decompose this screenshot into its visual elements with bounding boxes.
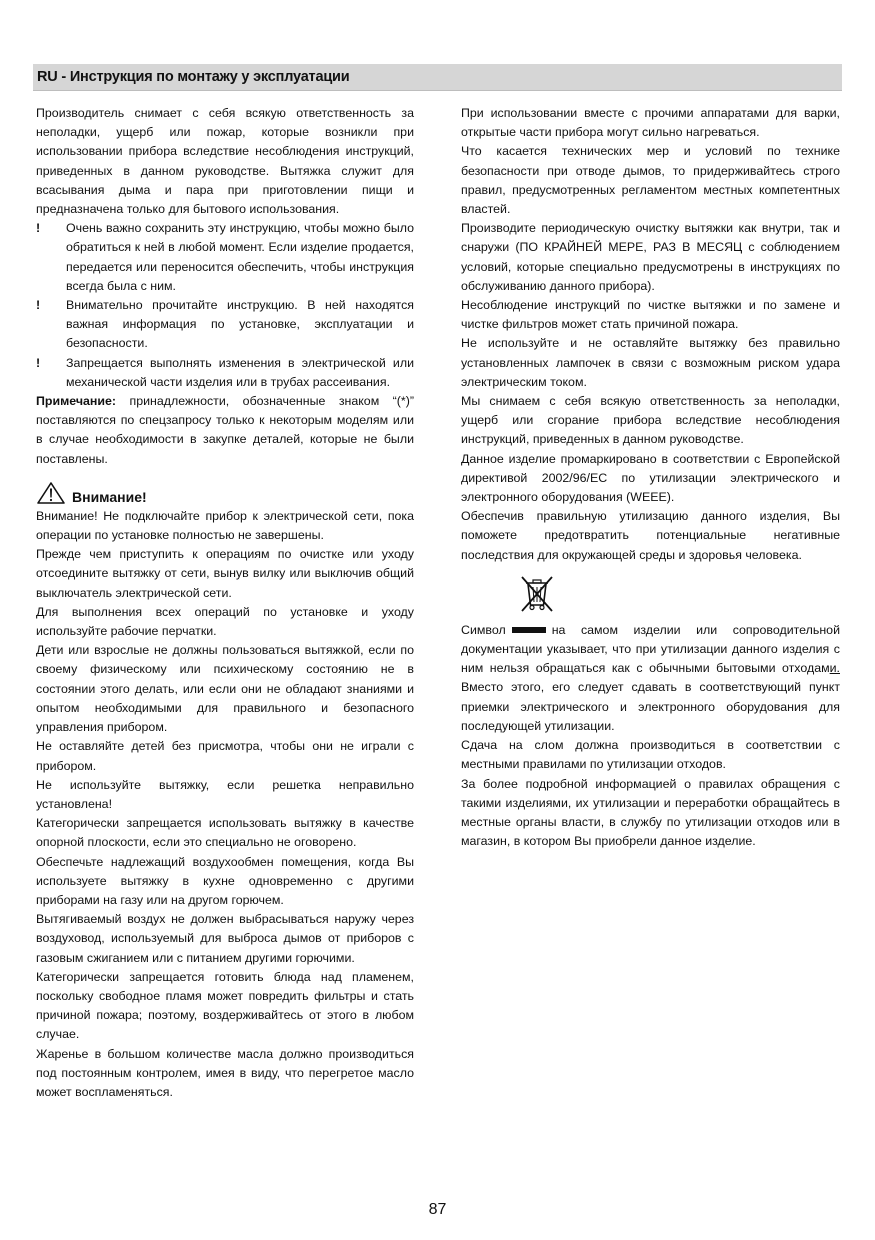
bullet-text: Очень важно сохранить эту инструкцию, чтобы можно было обратиться к ней в любой момент. Если изделие продается, передается или переносится обеспечить, чтобы инструкция всегда была с ним.: [66, 221, 414, 293]
bullet-item: [36, 219, 414, 296]
right-column: [461, 104, 840, 851]
symbol-tail: Вместо этого, его следует сдавать в соответствующий пункт приемки электрического и электронного оборудования для последующей утилизации.: [461, 680, 840, 733]
warning-triangle-icon: [36, 481, 66, 505]
warning-paragraph: Вытягиваемый воздух не должен выбрасываться наружу через воздуховод, используемый для выброса дымов от приборов с газовым сжиганием или с питанием другими горючими.: [36, 912, 414, 965]
warning-paragraph: Обеспечьте надлежащий воздухообмен помещения, когда Вы используете вытяжку в кухне одновременно с другими приборами на газу или на другом горючем.: [36, 854, 414, 907]
intro-paragraph: Производитель снимает с себя всякую ответственность за неполадки, ущерб или пожар, которые возникли при использовании прибора вследствие несоблюдения инструкций, приведенных в данном руководстве. Вытяжка служит для всасывания дыма и пара при приготовлении пищи и предназначена только для бытового использования.: [36, 106, 414, 217]
note-label: Примечание:: [36, 394, 117, 409]
warning-paragraph: Дети или взрослые не должны пользоваться вытяжкой, если по своему физическому или психическому состоянию не в состоянии этого делать, или если они не обладают знаниями и опытом необходимыми для правильного и безопасного управления прибором.: [36, 643, 414, 735]
exclamation-mark: !: [36, 298, 41, 313]
symbol-word: Символ: [461, 622, 506, 637]
warning-paragraph: Не оставляйте детей без присмотра, чтобы они не играли с прибором.: [36, 739, 414, 773]
page-number: 87: [428, 1201, 447, 1218]
warning-paragraph: Категорически запрещается готовить блюда над пламенем, поскольку свободное пламя может повредить фильтры и стать причиной пожара; поэтому, воздерживайтесь от этого в любом случае.: [36, 969, 414, 1042]
right-paragraph: Не используйте и не оставляйте вытяжку без правильно установленных лампочек в связи с возможным риском удара электрическим током.: [461, 336, 840, 389]
right-paragraph: За более подробной информацией о правилах обращения с такими изделиями, их утилизации и переработки обращайтесь в местные органы власти, в службу по утилизации отходов или в магазин, в котором Вы приобрели данное изделие.: [461, 776, 840, 849]
crossed-bin-icon: [517, 573, 557, 613]
left-column: [36, 104, 414, 1102]
warning-paragraph: Категорически запрещается использовать вытяжку в качестве опорной плоскости, если это специально не оговорено.: [36, 816, 414, 850]
warning-title: Внимание!: [72, 488, 147, 505]
right-paragraph: Обеспечив правильную утилизацию данного изделия, Вы поможете предотвратить потенциальные негативные последствия для окружающей среды и здоровья человека.: [461, 509, 840, 562]
right-paragraph: Данное изделие промаркировано в соответствии с Европейской директивой 2002/96/EC по утилизации электрического и электронного оборудования (WEEE).: [461, 451, 840, 505]
warning-heading: [36, 479, 414, 505]
black-bar-icon: [512, 627, 546, 633]
warning-paragraph: Жаренье в большом количестве масла должно производиться под постоянным контролем, имея в виду, что перегретое масло может воспламеняться.: [36, 1046, 414, 1099]
section-title: RU - Инструкция по монтажу у эксплуатации: [37, 69, 350, 85]
note-paragraph: [36, 392, 414, 469]
exclamation-mark: !: [36, 355, 41, 370]
symbol-underlined: и.: [829, 661, 840, 676]
warning-paragraph: Для выполнения всех операций по установке и уходу используйте рабочие перчатки.: [36, 604, 414, 639]
weee-symbol-row: [461, 573, 840, 615]
bullet-item: [36, 354, 414, 392]
symbol-paragraph: [461, 621, 840, 736]
exclamation-mark: !: [36, 221, 41, 236]
warning-paragraph: Не используйте вытяжку, если решетка неправильно установлена!: [36, 777, 414, 811]
warning-paragraph: Прежде чем приступить к операциям по очистке или уходу отсоедините вытяжку от сети, вынув вилку или выключив общий выключатель электрической сети.: [36, 547, 414, 600]
symbol-text: на самом изделии или сопроводительной документации указывает, что при утилизации данного изделия с ним нельзя обращаться как с обычными бытовыми отходам: [461, 622, 840, 676]
bullet-text: Внимательно прочитайте инструкцию. В ней находятся важная информация по установке, эксплуатации и безопасности.: [66, 298, 414, 351]
right-paragraph: При использовании вместе с прочими аппаратами для варки, открытые части прибора могут сильно нагреваться.: [461, 106, 840, 140]
right-paragraph: Производите периодическую очистку вытяжки как внутри, так и снаружи (ПО КРАЙНЕЙ МЕРЕ, РАЗ В МЕСЯЦ с соблюдением условий, которые специально предусмотрены в инструкциях по обслуживанию данного прибора).: [461, 221, 840, 293]
right-paragraph: Что касается технических мер и условий по технике безопасности при отводе дымов, то придерживайтесь строго правил, предусмотренных регламентом местных компетентных властей.: [461, 144, 840, 217]
right-paragraph: Мы снимаем с себя всякую ответственность за неполадки, ущерб или сгорание прибора вследствие несоблюдения инструкций, приведенных в данном руководстве.: [461, 394, 840, 447]
right-paragraph: Несоблюдение инструкций по чистке вытяжки и по замене и чистке фильтров может стать причиной пожара.: [461, 298, 840, 332]
section-header-bar: [33, 64, 842, 91]
bullet-text: Запрещается выполнять изменения в электрической или механической части изделия или в трубах рассеивания.: [66, 355, 414, 389]
bullet-item: [36, 296, 414, 354]
right-paragraph: Сдача на слом должна производиться в соответствии с местными правилами по утилизации отходов.: [461, 738, 840, 772]
warning-paragraph: Внимание! Не подключайте прибор к электрической сети, пока операции по установке полностью не завершены.: [36, 508, 414, 543]
note-text: принадлежности, обозначенные знаком “(*)” поставляются по спецзапросу только к некоторым моделям или в случае необходимости в закупке деталей, которые не были поставлены.: [36, 394, 414, 466]
